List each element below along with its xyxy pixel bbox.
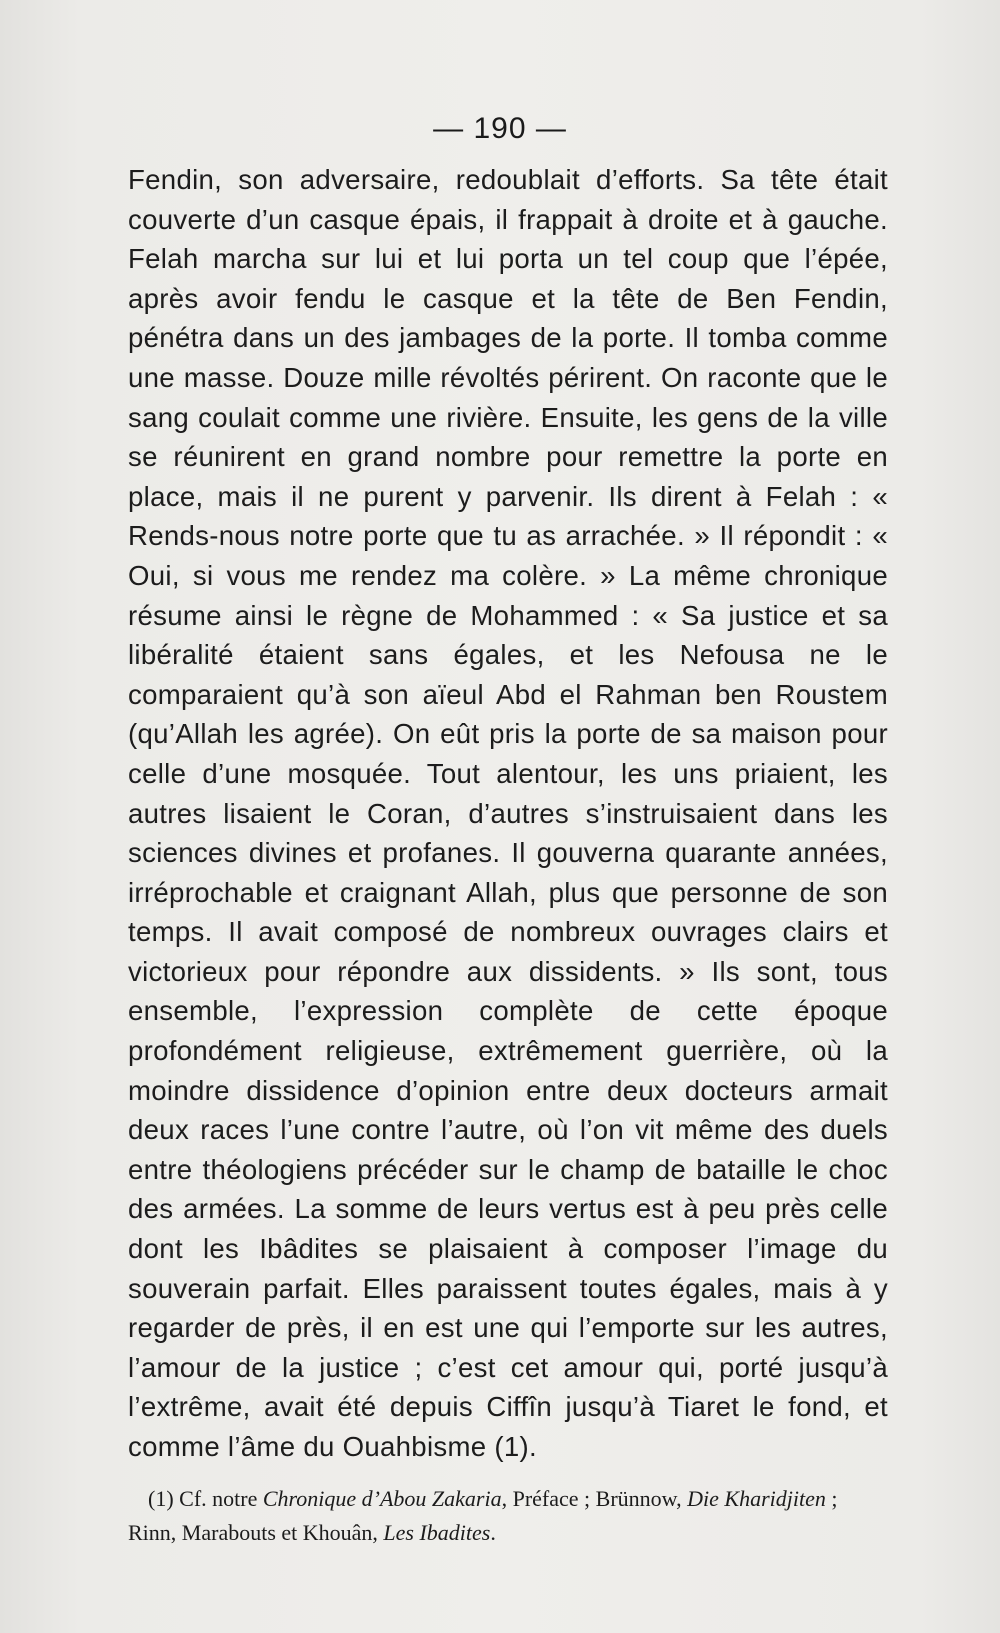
- footnote-title-1: Chronique d’Abou Zakaria: [262, 1486, 502, 1511]
- footnote-text-3: ; Rinn, Marabouts et Khouân,: [128, 1486, 838, 1545]
- footnote-text-2: , Préface ; Brünnow,: [501, 1486, 682, 1511]
- footnote-text-4: .: [490, 1520, 496, 1545]
- footnote-marker: (1): [148, 1486, 174, 1511]
- footnote: [128, 1482, 888, 1550]
- body-paragraph: Fendin, son adversaire, redoublait d’efforts. Sa tête était couverte d’un casque épais, il frappait à droite et à gauche. Felah marcha sur lui et lui porta un tel coup que l’épée, après avoir fendu le casque et la tête de Ben Fendin, pénétra dans un des jambages de la porte. Il tomba comme une masse. Douze mille révoltés périrent. On raconte que le sang coulait comme une rivière. Ensuite, les gens de la ville se réunirent en grand nombre pour remettre la porte en place, mais il ne purent y parvenir. Ils dirent à Felah : « Rends-nous notre porte que tu as arrachée. » Il répondit : « Oui, si vous me rendez ma colère. » La même chronique résume ainsi le règne de Mohammed : « Sa justice et sa libéralité étaient sans égales, et les Nefousa ne le comparaient qu’à son aïeul Abd el Rahman ben Roustem (qu’Allah les agrée). On eût pris la porte de sa maison pour celle d’une mosquée. Tout alentour, les uns priaient, les autres lisaient le Coran, d’autres s’instruisaient dans les sciences divines et profanes. Il gouverna quarante années, irréprochable et craignant Allah, plus que personne de son temps. Il avait composé de nombreux ouvrages clairs et victorieux pour répondre aux dissidents. » Ils sont, tous ensemble, l’expression complète de cette époque profondément religieuse, extrêmement guerrière, où la moindre dissidence d’opinion entre deux docteurs armait deux races l’une contre l’autre, où l’on vit même des duels entre théologiens précéder sur le champ de bataille le choc des armées. La somme de leurs vertus est à peu près celle dont les Ibâdites se plaisaient à composer l’image du souverain parfait. Elles paraissent toutes égales, mais à y regarder de près, il en est une qui l’emporte sur les autres, l’amour de la justice ; c’est cet amour qui, porté jusqu’à l’extrême, avait été depuis Ciffîn jusqu’à Tiaret le fond, et comme l’âme du Ouahbisme (1).: [128, 164, 888, 1462]
- footnote-text-1: Cf. notre: [179, 1486, 258, 1511]
- footnote-title-3: Les Ibadites: [383, 1520, 491, 1545]
- page-number: — 190 —: [433, 112, 567, 145]
- footnote-title-2: Die Kharidjiten: [687, 1486, 826, 1511]
